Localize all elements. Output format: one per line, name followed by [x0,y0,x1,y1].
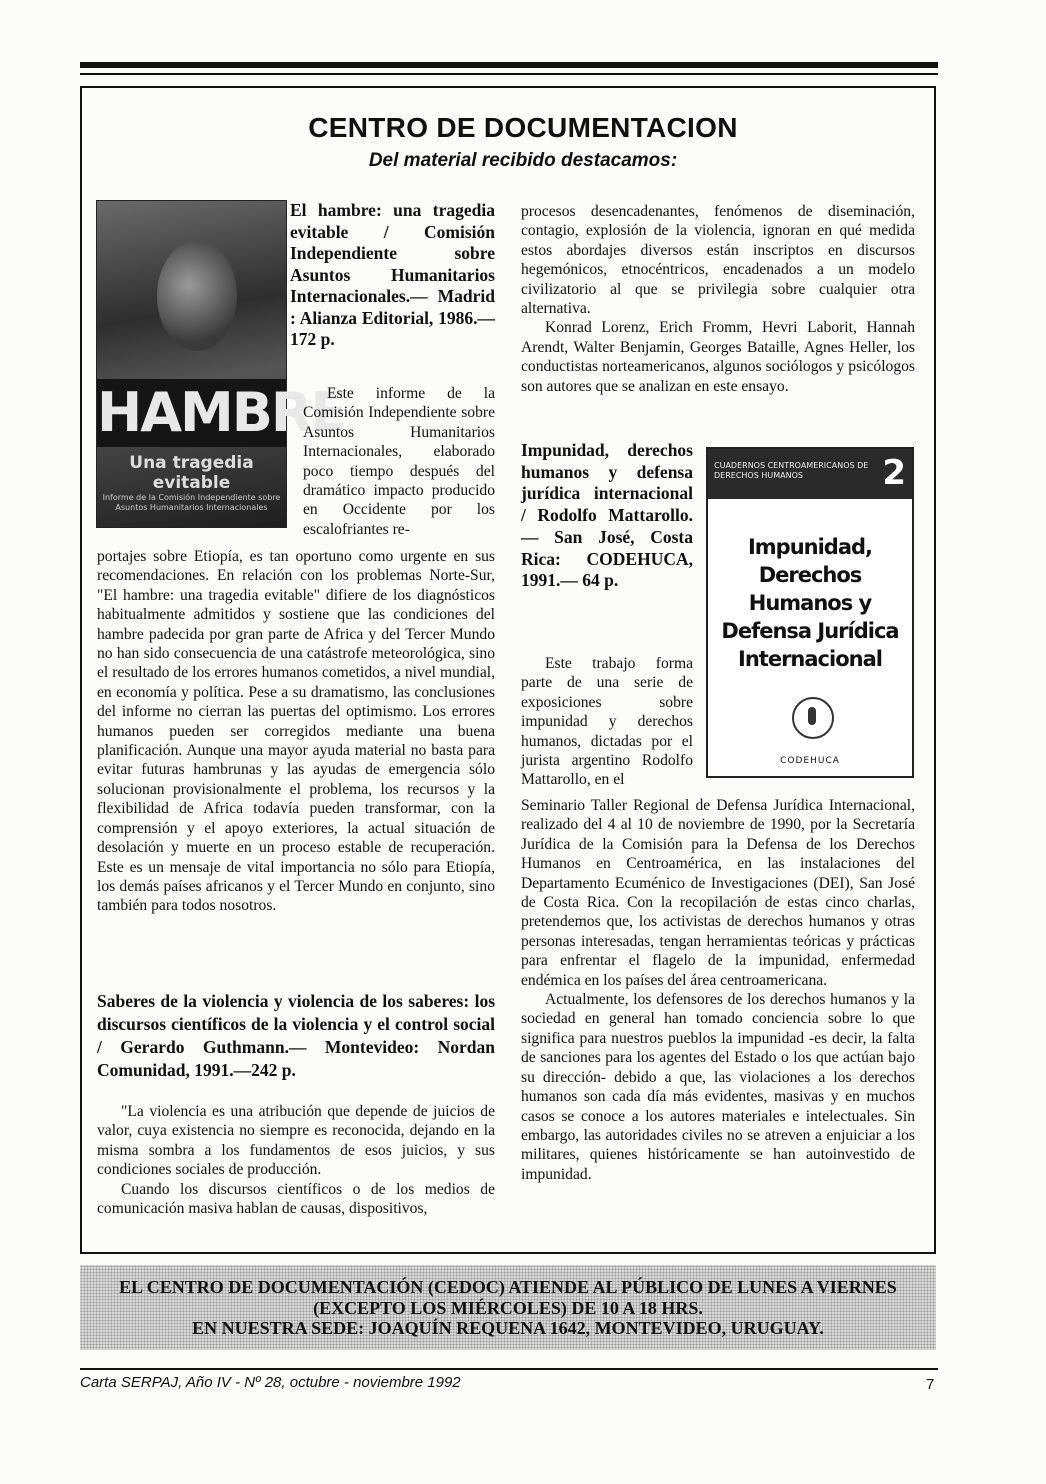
cover-title: Impunidad, Derechos Humanos y Defensa Jurídica Internacional [721,535,899,671]
book1-text-b: portajes sobre Etiopía, es tan oportuno como urgente en sus recomendaciones. En relación con los problemas Norte-Sur, "El hambre: una tragedia evitable" difiere de los diagnósticos habitualmente admitidos y sostiene que las condiciones del hambre padecida por gran parte de Africa y del Tercer Mundo no han sido consecuencia de una catástrofe meteorológica, sino el resultado de los errores humanos cometidos, a nivel mundial, en economía y política. Pese a su dramatismo, las conclusiones del informe no cierran las puertas del optimismo. Los errores humanos pueden ser corregidos mediante una buena planificación. Aunque una mayor ayuda material no basta para evitar futuras hambrunas y las ayudas de emergencia sólo solucionan provisionalmente el problema, los recursos y la flexibilidad de Africa todavía pueden transformar, con la comprensión y el apoyo exteriores, la actual situación de desolación y muerte en un proceso estable de recuperación. Este es un mensaje de vital importancia no sólo para Etiopía, los demás países africanos y el Tercer Mundo en conjunto, sino también para todos nosotros. [97,548,495,915]
book2-text-a: "La violencia es una atribución que depende de juicios de valor, cuya existencia no siempre es reconocida, dejando en la misma sombra a los fundamentos de esos juicios, y sus condiciones sociales de producción. Cuando los discursos científicos o de los medios de comunicación masiva hablan de causas, dispositivos, [97,1103,495,1218]
book3-text-b: Seminario Taller Regional de Defensa Jurídica Internacional, realizado del 4 al 10 de noviembre de 1990, por la Secretaría Jurídica de la Comisión para la Defensa de los Derechos Humanos en Centroamérica, en las instalaciones del Departamento Ecuménico de Investigaciones (DEI), San José de Costa Rica. Con la recopilación de estas cinco charlas, pretendemos que, los activistas de derechos humanos y otras personas interesadas, tengan herramientas teóricas y prácticas para enfrentar el flagelo de la impunidad, enfermedad endémica en los países del área centroamericana. Actualmente, los defensores de los derechos humanos y la sociedad en general han tomado conciencia sobre lo que significa para nuestros pueblos la impunidad -es decir, la falta de sanciones para los agentes del Estado o los que actúan bajo su dirección- debido a que, las violaciones a los derechos humanos son cada día más evidentes, masivas y en muchos casos se conoce a los autores materiales e intelectuales. Sin embargo, las autoridades civiles no se atreven a enjuiciar a los militares, quienes históricamente se han autoinvestido de impunidad. [521,797,915,1183]
page-number: 7 [926,1376,935,1393]
codehuca-logo-icon [792,697,834,739]
top-rule-thin [80,73,938,75]
book2-heading: Saberes de la violencia y violencia de los saberes: los discursos científicos de la violencia y el control social / Gerardo Guthmann.— Montevideo: Nordan Comunidad, 1991.—242 p. [97,991,495,1080]
book-cover-hambre [96,200,346,528]
book1-heading: El hambre: una tragedia evitable / Comisión Independiente sobre Asuntos Humanitarios Internacionales.— Madrid : Alianza Editorial, 1986.— 172 p. [290,200,495,349]
cover-photo [157,241,237,351]
book3-text-a: Este trabajo forma parte de una serie de exposiciones sobre impunidad y derechos humanos, dictadas por el jurista argentino Rodolfo Mattarollo, en el [521,655,693,789]
footer-publication: Carta SERPAJ, Año IV - Nº 28, octubre - noviembre 1992 [80,1374,461,1391]
page-subtitle: Del material recibido destacamos: [368,150,678,171]
cover-subtitle: Una tragedia evitable [129,453,254,493]
footer-rule [80,1368,938,1370]
cover-number: 2 [882,453,906,493]
top-rule-thick [80,62,938,68]
cover-credit: Informe de la Comisión Independiente sobre Asuntos Humanitarios Internacionales [102,493,281,512]
cover-title: HAMBRE [97,379,286,447]
notice-line-2: EN NUESTRA SEDE: JOAQUÍN REQUENA 1642, MONTEVIDEO, URUGUAY. [192,1318,824,1338]
page-title: CENTRO DE DOCUMENTACION [308,112,738,143]
book-cover-impunidad [706,447,914,778]
cedoc-notice [80,1265,936,1350]
notice-line-1: EL CENTRO DE DOCUMENTACIÓN (CEDOC) ATIENDE AL PÚBLICO DE LUNES A VIERNES (EXCEPTO LOS MIÉRCOLES) DE 10 A 18 HRS. [119,1277,897,1318]
book3-heading: Impunidad, derechos humanos y defensa jurídica internacional / Rodolfo Mattarollo.— San José, Costa Rica: CODEHUCA, 1991.— 64 p. [521,440,693,591]
book2-text-b: procesos desencadenantes, fenómenos de diseminación, contagio, explosión de la violencia, ignoran en qué medida estos abordajes diversos están inscriptos en discursos hegemónicos, etnocéntricos, encadenados a un modelo civilizatorio al que se privilegia sobre cualquier otra alternativa. Konrad Lorenz, Erich Fromm, Hevri Laborit, Hannah Arendt, Walter Benjamin, Georges Bataille, Agnes Heller, los conductistas norteamericanos, algunos sociólogos y psicólogos son autores que se analizan en este ensayo. [521,203,915,395]
cover-series-band: CUADERNOS CENTROAMERICANOS DE DERECHOS HUMANOS [708,449,912,499]
book1-text-a: Este informe de la Comisión Independiente sobre Asuntos Humanitarios Internacionales, elaborado poco tiempo después del dramático impacto producido en Occidente por los escalofriantes re- [303,385,495,538]
cover-brand: CODEHUCA [780,756,840,766]
